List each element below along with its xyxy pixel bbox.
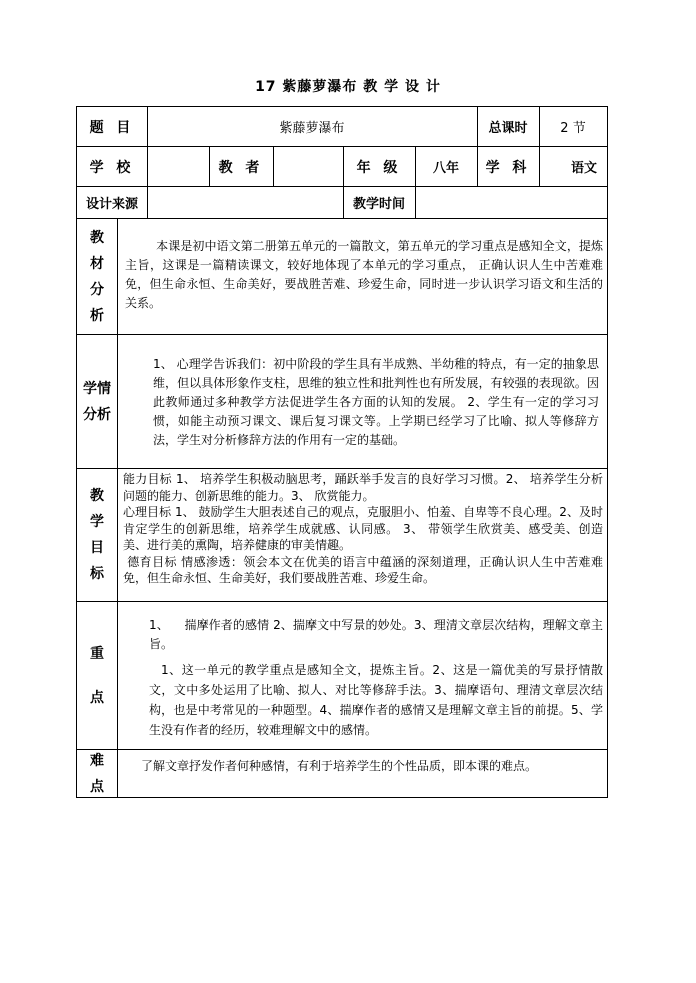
hours-value: 2 节: [560, 121, 586, 136]
row-student-analysis: [76, 334, 608, 469]
student-analysis-text: 1、 心理学告诉我们：初中阶段的学生具有半成熟、半幼稚的特点，有一定的抽象思维，但以具体形象作支柱，思维的独立性和批判性也有所发展，有较强的表现欲。因此教师通过多种教学方法促进学生各方面的认知的发展。 2、学生有一定的学习习惯，如能主动预习课文、课后复习课文等。上学期已经学习了比喻、拟人等修辞方法，学生对分析修辞方法的作用有一定的基础。: [153, 357, 599, 447]
label-grade: 年 级: [356, 159, 402, 176]
school-value: [147, 147, 209, 186]
document-title: 17 紫藤萝瀑布 教 学 设 计: [255, 79, 441, 95]
key-point-list: 1、 揣摩作者的感情 2、揣摩文中写景的妙处。3、理清文章层次结构，理解文章主旨。: [149, 618, 603, 651]
row-difficulty: [76, 749, 608, 798]
label-subject: 学 科: [485, 159, 531, 176]
label-topic: 题 目: [89, 119, 135, 136]
ability-goal: 能力目标 1、 培养学生积极动脑思考，踊跃举手发言的良好学习习惯。2、 培养学生分析问题的能力、创新思维的能力。3、 欣赏能力。: [123, 472, 603, 503]
subject-value: 语文: [570, 161, 597, 176]
difficulty-text: 了解文章抒发作者何种感情，有利于培养学生的个性品质，即本课的难点。: [141, 759, 538, 773]
teacher-value: [273, 147, 343, 186]
label-key-points: 重 点: [90, 645, 104, 706]
label-source: 设计来源: [85, 197, 138, 212]
label-teaching-goals: 教 学 目 标: [90, 488, 104, 582]
label-teacher: 教 者: [218, 159, 264, 176]
row-school: [76, 146, 608, 187]
material-analysis-text: 本课是初中语文第二册第五单元的一篇散文，第五单元的学习重点是感知全文，提炼主旨，这课是一篇精读课文，较好地体现了本单元的学习重点， 正确认识人生中苦难难免，但生命永恒、生命美好，要战胜苦难、珍爱生命，同时进一步认识学习语文和生活的关系。: [125, 239, 603, 310]
label-material-analysis: 教 材 分 析: [90, 229, 104, 324]
key-point-explanation: 1、这一单元的教学重点是感知全文，提炼主旨。2、这是一篇优美的写景抒情散文，文中多处运用了比喻、拟人、对比等修辞手法。3、揣摩语句、理清文章层次结构，也是中考常见的一种题型。4、揣摩作者的感情又是理解文章主旨的前提。5、学生没有作者的经历，较难理解文中的感情。: [149, 663, 603, 737]
teaching-goals-text: [123, 471, 603, 587]
topic-value: 紫藤萝瀑布: [279, 121, 345, 136]
row-material-analysis: [76, 218, 608, 335]
grade-value: 八年: [432, 161, 459, 176]
label-teaching-time: 教学时间: [352, 197, 405, 212]
label-difficulty: 难 点: [90, 752, 104, 795]
moral-goal: 德育目标 情感渗透：领会本文在优美的语言中蕴涵的深刻道理，正确认识人生中苦难难免，但生命永恒、生命美好，我们要战胜苦难、珍爱生命。: [123, 554, 603, 585]
row-teaching-goals: [76, 468, 608, 602]
teaching-time-value: [415, 187, 607, 218]
psychology-goal: 心理目标 1、 鼓励学生大胆表述自己的观点，克服胆小、怕羞、自卑等不良心理。2、及时肯定学生的创新思维，培养学生成就感、认同感。 3、 带领学生欣赏美、感受美、创造美、进行美的熏陶，培养健康的审美情趣。: [123, 505, 603, 552]
row-source: [76, 186, 608, 219]
source-value: [147, 187, 343, 218]
row-topic: [76, 106, 608, 147]
label-hours: 总课时: [488, 121, 528, 136]
label-student-analysis: 学情 分析: [83, 380, 111, 423]
label-school: 学 校: [89, 159, 135, 176]
row-key-points: [76, 601, 608, 750]
